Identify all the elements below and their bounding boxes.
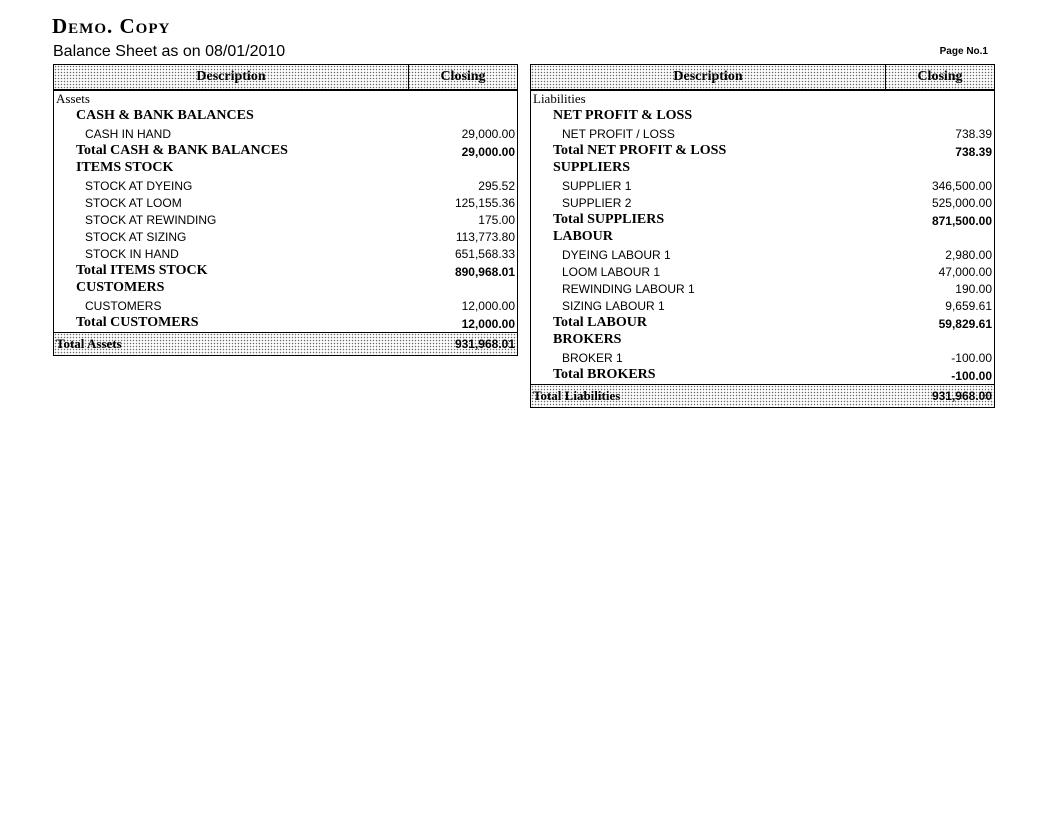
row-value: 738.39 [955,127,992,141]
table-row [531,124,994,141]
section-label: Assets [56,91,90,106]
row-label: STOCK AT LOOM [85,196,182,210]
total-label: Total NET PROFIT & LOSS [553,143,727,158]
total-value: 738.39 [955,145,992,159]
table-row [531,176,994,193]
row-label: CASH IN HAND [85,127,172,141]
table-row [54,296,517,313]
group-total-row [54,261,517,279]
row-value: 29,000.00 [461,127,515,141]
company-name: Demo. Copy [52,14,171,38]
page-number: Page No.1 [939,46,988,57]
group-total-row [54,313,517,331]
row-value: 525,000.00 [931,196,992,210]
row-label: REWINDING LABOUR 1 [562,282,695,296]
column-header-description: Description [531,65,886,89]
table-row [54,227,517,244]
assets-table [53,64,518,356]
row-value: 2,980.00 [945,248,992,262]
row-value: 12,000.00 [461,299,515,313]
row-value: 9,659.61 [945,299,992,313]
assets-table-header [54,65,517,91]
total-label: Total CASH & BANK BALANCES [76,143,288,158]
liabilities-table [530,64,995,408]
row-label: STOCK AT SIZING [85,230,187,244]
section-heading [54,91,517,107]
row-label: DYEING LABOUR 1 [562,248,671,262]
group-heading [54,279,517,296]
row-label: BROKER 1 [562,351,623,365]
row-value: -100.00 [951,351,992,365]
group-heading [531,159,994,176]
group-label: NET PROFIT & LOSS [553,108,693,123]
row-label: STOCK AT DYEING [85,179,193,193]
table-row [54,244,517,261]
row-value: 125,155.36 [454,196,515,210]
group-total-row [531,141,994,159]
table-row [531,279,994,296]
row-label: SUPPLIER 2 [562,196,632,210]
group-label: ITEMS STOCK [76,160,174,175]
table-row [531,245,994,262]
table-row [54,193,517,210]
row-value: 651,568.33 [454,247,515,261]
row-value: 175.00 [478,213,515,227]
total-label: Total BROKERS [553,367,656,382]
group-heading [54,107,517,124]
section-heading [531,91,994,107]
section-label: Liabilities [533,91,586,106]
table-row [54,210,517,227]
grand-total-label: Total Assets [56,336,122,351]
assets-rows [54,91,517,332]
table-row [54,176,517,193]
row-value: 113,773.80 [455,230,515,244]
total-label: Total CUSTOMERS [76,315,199,330]
total-value: 871,500.00 [931,214,992,228]
total-value: 12,000.00 [461,317,515,331]
liabilities-table-header [531,65,994,91]
grand-total-value: 931,968.00 [931,389,992,403]
group-total-row [54,141,517,159]
total-label: Total ITEMS STOCK [76,263,208,278]
group-total-row [531,313,994,331]
row-label: LOOM LABOUR 1 [562,265,661,279]
row-label: STOCK AT REWINDING [85,213,217,227]
total-value: -100.00 [951,369,992,383]
group-heading [531,331,994,348]
total-value: 29,000.00 [461,145,515,159]
group-label: CASH & BANK BALANCES [76,108,254,123]
row-label: NET PROFIT / LOSS [562,127,675,141]
row-value: 295.52 [478,179,515,193]
group-heading [54,159,517,176]
total-label: Total SUPPLIERS [553,212,665,227]
group-heading [531,228,994,245]
grand-total-row [531,384,994,407]
row-value: 346,500.00 [931,179,992,193]
table-row [531,296,994,313]
report-title: Balance Sheet as on 08/01/2010 [53,43,286,60]
table-row [531,348,994,365]
grand-total-row [54,332,517,355]
grand-total-label: Total Liabilities [533,388,621,403]
row-value: 190.00 [955,282,992,296]
total-value: 890,968.01 [454,265,515,279]
row-label: SIZING LABOUR 1 [562,299,665,313]
total-label: Total LABOUR [553,315,648,330]
table-row [531,262,994,279]
row-label: SUPPLIER 1 [562,179,632,193]
table-row [531,193,994,210]
row-label: CUSTOMERS [85,299,162,313]
grand-total-value: 931,968.01 [454,337,515,351]
group-label: SUPPLIERS [553,160,631,175]
group-heading [531,107,994,124]
column-header-description: Description [54,65,409,89]
liabilities-rows [531,91,994,384]
group-label: CUSTOMERS [76,280,165,295]
total-value: 59,829.61 [938,317,992,331]
group-total-row [531,210,994,228]
row-label: STOCK IN HAND [85,247,179,261]
column-header-closing: Closing [917,69,963,84]
group-label: BROKERS [553,332,622,347]
group-label: LABOUR [553,229,613,244]
table-row [54,124,517,141]
column-header-closing: Closing [440,69,486,84]
group-total-row [531,365,994,383]
row-value: 47,000.00 [938,265,992,279]
